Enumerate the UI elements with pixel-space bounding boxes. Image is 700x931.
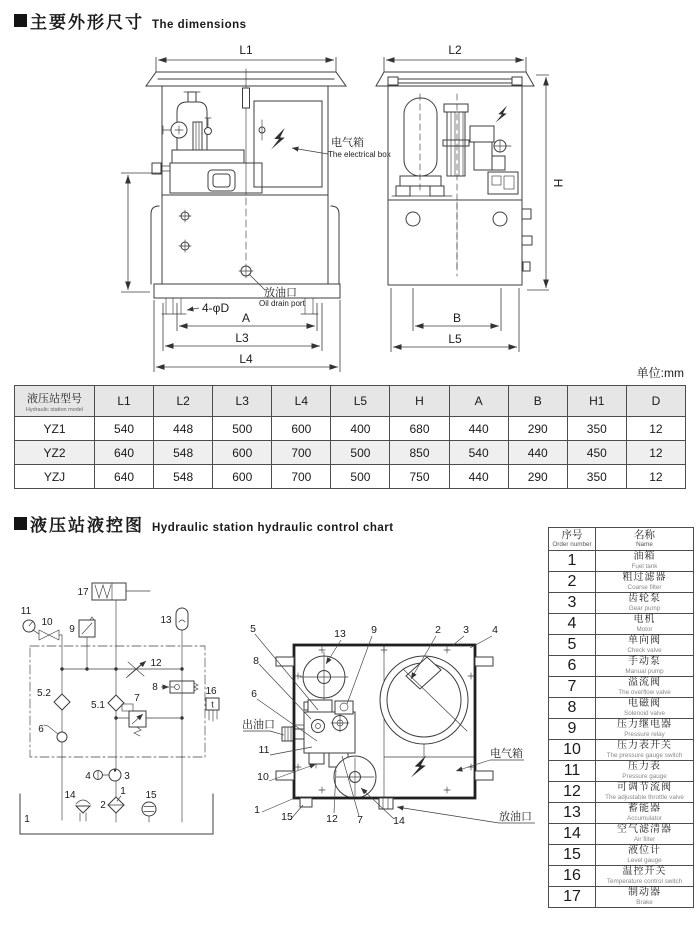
part-name: 压力表 Pressure gauge: [596, 761, 694, 782]
part-name: 单向阀 Check valve: [596, 635, 694, 656]
part-number: 12: [549, 782, 596, 803]
part-name: 电磁阀 Solenoid valve: [596, 698, 694, 719]
cell: 600: [213, 465, 272, 489]
parts-row: [549, 887, 694, 908]
col-header: B: [508, 386, 567, 417]
dim-l3-label: L3: [235, 331, 249, 345]
cell: 600: [213, 441, 272, 465]
callout-14: 14: [64, 790, 76, 801]
parts-row: [549, 551, 694, 572]
callout-5: 5: [250, 623, 256, 635]
part-number: 1: [549, 551, 596, 572]
callout-6: 6: [38, 724, 44, 735]
col-header: L2: [154, 386, 213, 417]
parts-row: [549, 572, 694, 593]
callout-5-1: 5.1: [91, 700, 105, 711]
callout-17: 17: [77, 587, 89, 598]
callout-13: 13: [160, 615, 172, 626]
callout-9: 9: [69, 624, 75, 635]
header-name-zh: 名称: [634, 529, 655, 542]
parts-row: [549, 803, 694, 824]
cell: 12: [626, 417, 685, 441]
parts-row: [549, 719, 694, 740]
electrical-box: [254, 101, 322, 187]
header-name-en: Name: [636, 540, 653, 548]
callout-3: 3: [463, 624, 469, 636]
callout-15: 15: [145, 790, 157, 801]
parts-row: [549, 824, 694, 845]
callout-4: 4: [492, 624, 498, 636]
callout-8: 8: [253, 655, 259, 667]
callout-10: 10: [41, 617, 53, 628]
cell: 700: [272, 465, 331, 489]
table-header-row: [15, 386, 686, 417]
motor-side: [404, 98, 437, 176]
col-header: A: [449, 386, 508, 417]
cell: 290: [508, 465, 567, 489]
callout-1-filter: 1: [120, 786, 126, 797]
part-name: 齿轮泵 Gear pump: [596, 593, 694, 614]
callout-7: 7: [357, 814, 363, 826]
cell: 350: [567, 417, 626, 441]
parts-row: [549, 614, 694, 635]
cell: 12: [626, 465, 685, 489]
cell: 548: [154, 465, 213, 489]
callout-14: 14: [393, 815, 405, 827]
cell: 448: [154, 417, 213, 441]
callout-7: 7: [134, 693, 140, 704]
part-name: 粗过滤器 Coarse filter: [596, 572, 694, 593]
part-number: 5: [549, 635, 596, 656]
callout-6: 6: [251, 688, 257, 700]
part-number: 2: [549, 572, 596, 593]
parts-row: [549, 698, 694, 719]
outlet-port-label: 出油口: [242, 719, 275, 731]
col-header: H: [390, 386, 449, 417]
callout-1: 1: [254, 804, 260, 816]
dim-l5-label: L5: [448, 332, 462, 346]
part-name: 制动器 Brake: [596, 887, 694, 908]
callout-2: 2: [435, 624, 441, 636]
cell: 500: [331, 465, 390, 489]
electrical-box-label-zh: 电气箱: [331, 137, 364, 149]
parts-row: [549, 782, 694, 803]
cell: 500: [213, 417, 272, 441]
callout-8: 8: [152, 682, 158, 693]
col-header: L1: [95, 386, 154, 417]
callout-1-tank: 1: [24, 814, 30, 825]
cell: 850: [390, 441, 449, 465]
col-header: D: [626, 386, 685, 417]
part-number: 3: [549, 593, 596, 614]
part-name: 溢流阀 The overflow valve: [596, 677, 694, 698]
part-name: 电机 Motor: [596, 614, 694, 635]
callout-11: 11: [20, 606, 32, 617]
cell: 450: [567, 441, 626, 465]
cell: 750: [390, 465, 449, 489]
cell: 700: [272, 441, 331, 465]
part-name: 油箱 Fuel tank: [596, 551, 694, 572]
parts-row: [549, 740, 694, 761]
section-title-en: The dimensions: [152, 19, 247, 31]
hydraulic-circuit-diagram: [20, 583, 219, 834]
cell: 548: [154, 441, 213, 465]
part-number: 10: [549, 740, 596, 761]
callout-12: 12: [150, 658, 162, 669]
callout-4: 4: [85, 771, 91, 782]
cell: 350: [567, 465, 626, 489]
holes-label: 4-φD: [202, 301, 230, 315]
parts-row: [549, 845, 694, 866]
cell: 540: [95, 417, 154, 441]
part-number: 4: [549, 614, 596, 635]
lightning-bolt-icon: [495, 104, 508, 125]
air-filter-symbol: [76, 806, 90, 813]
part-number: 8: [549, 698, 596, 719]
check-valve-symbol: [54, 694, 70, 710]
model-header-zh: 液压站型号: [27, 392, 82, 405]
section-title-control-chart: [14, 511, 394, 536]
model-header-cell: [15, 386, 95, 417]
dim-l1-label: L1: [239, 43, 253, 57]
callout-11: 11: [258, 744, 270, 756]
parts-header-no: [549, 528, 596, 551]
section-title-zh: 液压站液控图: [30, 516, 144, 535]
drain-label-en: Oil drain port: [259, 299, 305, 308]
drain-label-top: 放油口: [499, 811, 532, 823]
part-number: 11: [549, 761, 596, 782]
cell: 600: [272, 417, 331, 441]
electrical-box-label-top: 电气箱: [490, 748, 523, 760]
part-number: 14: [549, 824, 596, 845]
roof-side: [376, 72, 534, 86]
parts-header-name: [596, 528, 694, 551]
manual-pump-symbol: [57, 732, 67, 742]
front-view-drawing: [121, 43, 391, 372]
part-name: 蓄能器 Accumulator: [596, 803, 694, 824]
callout-9: 9: [371, 624, 377, 636]
part-name: 可调节流阀 The adjustable throttle valve: [596, 782, 694, 803]
side-view-drawing: [376, 43, 565, 352]
drain-fitting: [379, 798, 393, 809]
check-valve-symbol: [108, 695, 124, 711]
part-name: 液位计 Level gauge: [596, 845, 694, 866]
dim-l2-label: L2: [448, 43, 462, 57]
model-cell: YZ1: [15, 417, 95, 441]
cell: 400: [331, 417, 390, 441]
part-number: 16: [549, 866, 596, 887]
parts-header-row: [549, 528, 694, 551]
callout-10: 10: [257, 771, 269, 783]
part-name: 空气滤清器 Air filter: [596, 824, 694, 845]
callout-13: 13: [334, 628, 346, 640]
lightning-bolt-icon: [271, 126, 287, 152]
square-bullet-icon: [14, 14, 27, 27]
cell: 640: [95, 441, 154, 465]
part-number: 6: [549, 656, 596, 677]
dim-b-label: B: [452, 311, 462, 325]
parts-row: [549, 761, 694, 782]
callout-15: 15: [281, 811, 293, 823]
parts-row: [549, 635, 694, 656]
cell: 290: [508, 417, 567, 441]
col-header: L4: [272, 386, 331, 417]
dim-l4-label: L4: [239, 352, 253, 366]
section-title-en: Hydraulic station hydraulic control chart: [152, 522, 394, 534]
col-header: L5: [331, 386, 390, 417]
parts-row: [549, 866, 694, 887]
table-row: [15, 417, 686, 441]
dim-a-label: A: [241, 311, 251, 325]
oil-tank-front: [162, 195, 328, 284]
unit-label: 单位:mm: [636, 366, 684, 380]
table-row: [15, 465, 686, 489]
header-no-zh: 序号: [561, 529, 583, 542]
cell: 440: [449, 465, 508, 489]
callout-5-2: 5.2: [37, 688, 51, 699]
accumulator-symbol: [176, 608, 188, 630]
callout-3: 3: [124, 771, 130, 782]
dimensions-table: [14, 385, 686, 489]
col-header: H1: [567, 386, 626, 417]
cell: 640: [95, 465, 154, 489]
dim-h-label: H: [551, 178, 565, 188]
parts-row: [549, 656, 694, 677]
model-cell: YZJ: [15, 465, 95, 489]
drain-label-zh: 放油口: [264, 287, 297, 299]
cell: 680: [390, 417, 449, 441]
part-number: 7: [549, 677, 596, 698]
callout-16: 16: [205, 686, 217, 697]
model-cell: YZ2: [15, 441, 95, 465]
electrical-box-label-en: The electrical box: [328, 150, 391, 159]
part-number: 15: [549, 845, 596, 866]
parts-row: [549, 677, 694, 698]
square-bullet-icon: [14, 517, 27, 530]
callout-2: 2: [100, 800, 106, 811]
part-name: 压力表开关 The pressure gauge switch: [596, 740, 694, 761]
part-name: 温控开关 Temperature control switch: [596, 866, 694, 887]
callout-12: 12: [326, 813, 338, 825]
cell: 440: [508, 441, 567, 465]
part-name: 压力继电器 Pressure relay: [596, 719, 694, 740]
table-row: [15, 441, 686, 465]
model-header-en: Hydraulic station model: [25, 406, 84, 413]
header-no-en: Order number: [552, 540, 592, 548]
cell: 440: [449, 417, 508, 441]
part-name: 手动泵 Manual pump: [596, 656, 694, 677]
cell: 500: [331, 441, 390, 465]
parts-table: [548, 527, 694, 908]
parts-row: [549, 593, 694, 614]
cell: 12: [626, 441, 685, 465]
level-gauge-symbol: [142, 802, 156, 816]
t-mark: t: [211, 699, 214, 710]
cell: 540: [449, 441, 508, 465]
part-number: 17: [549, 887, 596, 908]
part-number: 9: [549, 719, 596, 740]
section-title-dimensions: [14, 8, 247, 33]
station-top-view: [242, 623, 535, 827]
section-title-zh: 主要外形尺寸: [30, 13, 144, 32]
col-header: L3: [213, 386, 272, 417]
part-number: 13: [549, 803, 596, 824]
